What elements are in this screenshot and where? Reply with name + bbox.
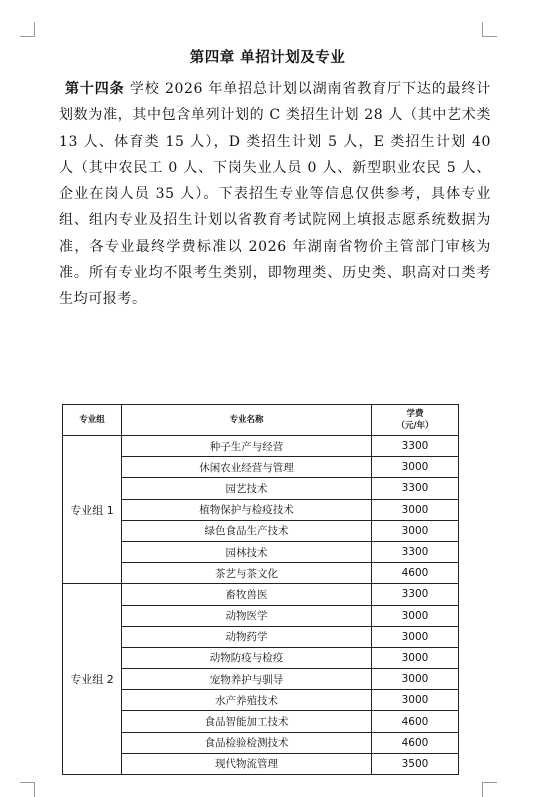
table-row [63, 584, 459, 605]
major-name-cell: 植物保护与检疫技术 [122, 499, 372, 520]
tuition-cell: 3000 [372, 605, 459, 626]
tuition-cell: 4600 [372, 711, 459, 732]
tuition-cell: 3300 [372, 541, 459, 562]
major-group-cell: 专业组 1 [63, 436, 122, 584]
chapter-heading: 第四章 单招计划及专业 [189, 49, 346, 66]
tuition-cell: 3300 [372, 584, 459, 605]
major-name-cell: 宠物养护与驯导 [122, 669, 372, 690]
tuition-cell: 4600 [372, 563, 459, 584]
article-label: 第十四条 [65, 81, 125, 97]
table-row [63, 520, 459, 541]
tuition-cell: 3000 [372, 690, 459, 711]
table-row [63, 605, 459, 626]
major-name-cell: 动物医学 [122, 605, 372, 626]
tuition-cell: 3000 [372, 626, 459, 647]
header-major-name: 专业名称 [122, 405, 372, 436]
table-row [63, 732, 459, 753]
header-tuition-line1: 学费 [406, 409, 424, 419]
major-name-cell: 园林技术 [122, 541, 372, 562]
table-header-row [63, 405, 459, 436]
major-name-cell: 园艺技术 [122, 478, 372, 499]
major-name-cell: 水产养殖技术 [122, 690, 372, 711]
major-group-cell: 专业组 2 [63, 584, 122, 775]
major-name-cell: 茶艺与茶文化 [122, 563, 372, 584]
table-row [63, 669, 459, 690]
article-text: 学校 2026 年单招总计划以湖南省教育厅下达的最终计划数为准，其中包含单列计划的 C 类招生计划 28 人（其中艺术类 13 人、体育类 15 人），D 类招生计划 5 人，E 类招生计划 40 人（其中农民工 0 人、下岗失业人员 0 人、新型职业农民 5 人、企业在岗人员 35 人）。下表招生专业等信息仅供参考，具体专业组、组内专业及招生计划以省教育考试院网上填报志愿系统数据为准，各专业最终学费标准以 2026 年湖南省物价主管部门审核为准。所有专业均不限考生类别，即物理类、历史类、职高对口类考生均可报考。 [59, 81, 491, 308]
table-row [63, 626, 459, 647]
major-name-cell: 动物防疫与检疫 [122, 647, 372, 668]
page-corner-mark [482, 22, 497, 37]
table-row [63, 563, 459, 584]
tuition-cell: 3000 [372, 647, 459, 668]
table-row [63, 541, 459, 562]
major-name-cell: 食品智能加工技术 [122, 711, 372, 732]
tuition-cell: 3000 [372, 669, 459, 690]
tuition-cell: 3000 [372, 457, 459, 478]
major-name-cell: 休闲农业经营与管理 [122, 457, 372, 478]
tuition-cell: 3300 [372, 478, 459, 499]
page-corner-mark [20, 782, 35, 797]
table-row [63, 478, 459, 499]
page-corner-mark [482, 782, 497, 797]
major-name-cell: 绿色食品生产技术 [122, 520, 372, 541]
majors-table-body [63, 436, 459, 775]
tuition-cell: 3000 [372, 499, 459, 520]
table-row [63, 457, 459, 478]
header-group: 专业组 [63, 405, 122, 436]
major-name-cell: 畜牧兽医 [122, 584, 372, 605]
table-row [63, 753, 459, 774]
table-row [63, 690, 459, 711]
header-tuition-line2: （元/年） [396, 421, 434, 431]
page-corner-mark [20, 22, 35, 37]
table-row [63, 499, 459, 520]
tuition-cell: 4600 [372, 732, 459, 753]
article-paragraph [59, 76, 491, 313]
table-row [63, 647, 459, 668]
tuition-cell: 3300 [372, 436, 459, 457]
table-row [63, 436, 459, 457]
tuition-cell: 3500 [372, 753, 459, 774]
major-name-cell: 现代物流管理 [122, 753, 372, 774]
table-row [63, 711, 459, 732]
major-name-cell: 动物药学 [122, 626, 372, 647]
majors-table [62, 404, 459, 775]
header-tuition [372, 405, 459, 436]
major-name-cell: 食品检验检测技术 [122, 732, 372, 753]
tuition-cell: 3000 [372, 520, 459, 541]
major-name-cell: 种子生产与经营 [122, 436, 372, 457]
